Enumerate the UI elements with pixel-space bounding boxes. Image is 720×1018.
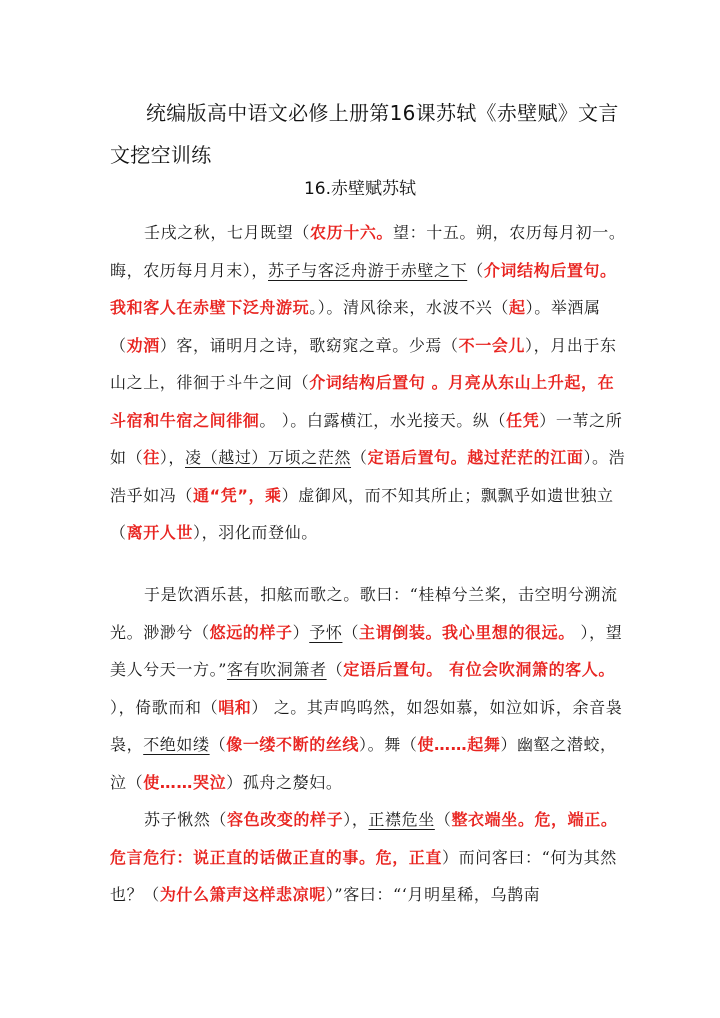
paragraph-3 <box>110 801 630 914</box>
underlined-phrase: 凌（越过）万顷之茫然 <box>185 448 352 467</box>
text-run: ）虚御风，而不知其所止；飘飘乎如遗世独立（ <box>110 485 614 542</box>
annotation: 像一缕不断的丝线 <box>226 735 360 754</box>
section-heading: 16.赤壁赋苏轼 <box>303 179 417 199</box>
annotation: 使……哭泣 <box>143 772 227 792</box>
text-run: ），羽化而登仙。 <box>193 523 318 542</box>
underlined-phrase: 苏子与客泛舟游于赤壁之下 <box>268 260 468 280</box>
annotation: 起 <box>509 298 526 317</box>
text-run: ），月出于东山之上，徘徊于斗牛之间（ <box>110 335 617 392</box>
underlined-phrase: 客有吹洞箫者 <box>226 660 327 679</box>
annotation: 主谓倒装。我心里想的很远。 <box>359 622 575 642</box>
annotation: 劝酒 <box>126 335 160 355</box>
text-run: ）。举酒属（ <box>110 298 601 355</box>
document-title: 统编版高中语文必修上册第16课苏轼《赤壁赋》文言文挖空训练 <box>110 101 619 167</box>
text-run: 壬戌之秋，七月既望（ <box>144 223 311 242</box>
text-run: 苏子愀然（ <box>144 810 228 829</box>
text-run: ）， <box>343 810 369 829</box>
annotation: 往 <box>143 448 160 467</box>
annotation: 整衣端坐。危，端正。危言危行：说正直的话做正直的事。危，正直 <box>110 810 618 867</box>
text-run: 。 ）。白露横江，水光接天。纵（ <box>259 410 507 430</box>
annotation: 唱和 <box>218 697 252 717</box>
text-run: （ <box>467 260 484 280</box>
paragraph-1 <box>110 214 630 552</box>
annotation: 介词结构后置句 。月亮从东山上升起，在斗宿和牛宿之间徘徊 <box>110 373 615 430</box>
annotation: 为什么箫声这样悲凉呢 <box>159 885 326 904</box>
text-run: ） <box>292 622 310 642</box>
text-run: （ <box>351 448 368 467</box>
text-run: ）而问客曰：“何为其然也？（ <box>110 847 617 904</box>
text-run: （ <box>209 735 227 754</box>
text-run: （ <box>342 622 360 642</box>
text-run: 于是饮酒乐甚，扣舷而歌之。歌曰：“桂棹兮兰桨，击空明兮溯流光。渺渺兮（ <box>110 585 618 642</box>
text-run: 望：十五。朔，农历每月初一。晦，农历每月月末）， <box>110 223 626 280</box>
annotation: 不一会儿 <box>458 335 526 355</box>
text-run: ），倚歌而和（ <box>110 697 219 717</box>
text-run: ）客，诵明月之诗，歌窈窕之章。少焉（ <box>159 335 459 355</box>
annotation: 容色改变的样子 <box>227 810 344 829</box>
text-run: ）幽壑之潜蛟，泣（ <box>110 735 617 792</box>
underlined-phrase: 不绝如缕 <box>143 735 210 754</box>
text-run: ）。浩浩乎如冯（ <box>110 448 626 505</box>
text-run: （ <box>434 810 452 829</box>
annotation: 通“凭”，乘 <box>193 485 282 505</box>
annotation: 定语后置句。 有位会吹洞箫的客人。 <box>343 660 615 679</box>
annotation: 农历十六。 <box>310 223 394 242</box>
text-run: ）”客曰：“‘月明星稀，乌鹊南 <box>325 885 541 904</box>
text-run: ）孤舟之嫠妇。 <box>226 772 343 792</box>
text-run: 。）。清风徐来，水波不兴（ <box>309 298 510 317</box>
paragraph-2 <box>110 576 630 801</box>
text-run: ）一苇之所如（ <box>110 410 623 467</box>
annotation: 使……起舞 <box>417 735 501 754</box>
text-run: ）， <box>159 448 186 467</box>
annotation: 悠远的样子 <box>209 622 293 642</box>
underlined-phrase: 正襟危坐 <box>368 810 435 829</box>
text-run: ），望美人兮天一方。” <box>110 622 623 679</box>
annotation: 离开人世 <box>126 523 194 542</box>
text-run: ）。舞（ <box>359 735 418 754</box>
text-run: ） 之。其声呜呜然，如怨如慕，如泣如诉，余音袅袅， <box>110 697 623 754</box>
annotation: 任凭 <box>506 410 540 430</box>
underlined-phrase: 予怀 <box>309 622 343 642</box>
annotation: 定语后置句。越过茫茫的江面 <box>367 448 584 467</box>
text-run: （ <box>326 660 344 679</box>
annotation: 介词结构后置句。我和客人在赤壁下泛舟游玩 <box>110 260 617 317</box>
